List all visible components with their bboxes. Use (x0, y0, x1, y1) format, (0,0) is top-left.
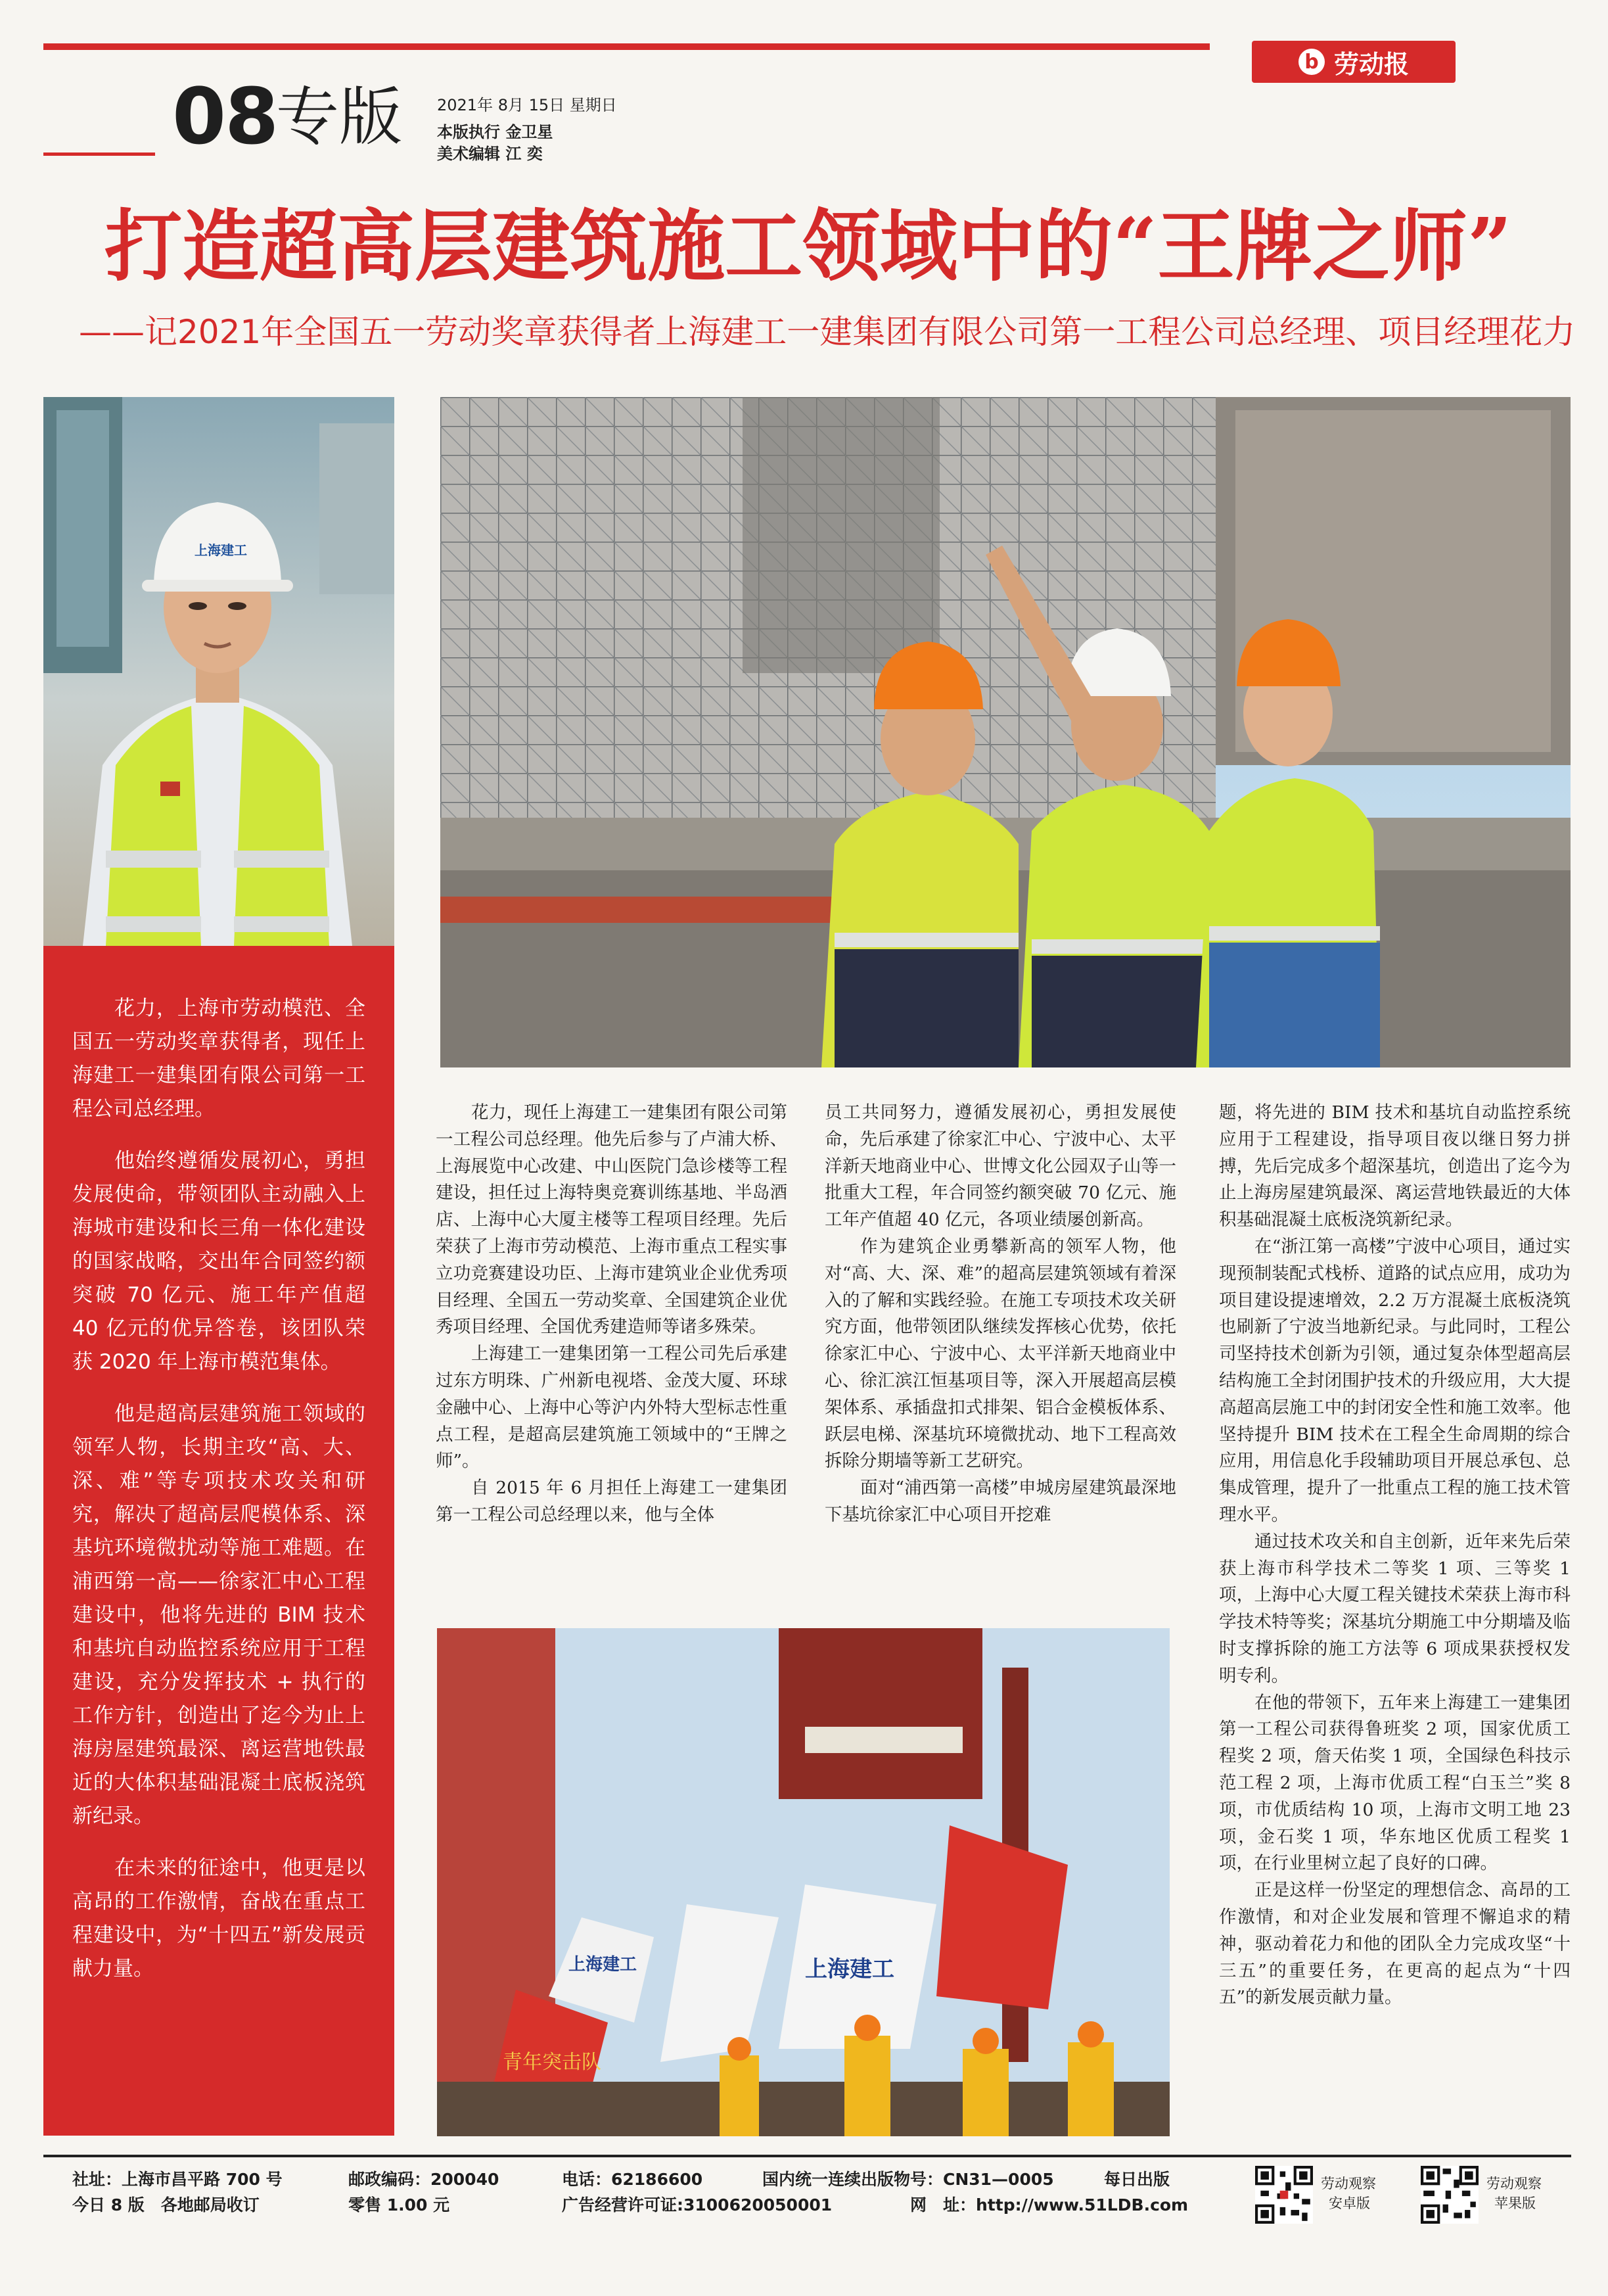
body-column-2 (825, 1100, 1176, 1529)
flag-text: 上海建工 (568, 1955, 637, 1975)
profile-sidebar (43, 946, 394, 2136)
body-paragraph: 员工共同努力，遵循发展初心，勇担发展使命，先后承建了徐家汇中心、宁波中心、太平洋新天地商业中心、世博文化公园双子山等一批重大工程，年合同签约额突破 70 亿元、施工年产值超 40 亿元，各项业绩屡创新高。 (825, 1102, 1176, 1230)
body-column-1 (436, 1100, 787, 1529)
body-paragraph: 正是这样一份坚定的理想信念、高昂的工作激情，和对企业发展和管理不懈追求的精神，驱动着花力和他的团队全力完成攻坚“十三五”的重要任务，在更高的起点为“十四五”的新发展贡献力量。 (1219, 1880, 1571, 2008)
qr-ios-label-1: 劳动观察 (1486, 2176, 1542, 2191)
body-paragraph: 上海建工一建集团第一工程公司先后承建过东方明珠、广州新电视塔、金茂大厦、环球金融中心、上海中心等沪内外特大型标志性重点工程，是超高层建筑施工领域中的“王牌之师”。 (436, 1344, 787, 1472)
art-editor: 美术编辑 江 奕 (437, 145, 543, 163)
sidebar-paragraph: 他是超高层建筑施工领域的领军人物，长期主攻“高、大、深、难”等专项技术攻关和研究，解决了超高层爬模体系、深基坑环境微扰动等施工难题。在浦西第一高——徐家汇中心工程建设中，他将先进的 BIM 技术和基坑自动监控系统应用于工程建设，充分发挥技术 + 执行的工作方针，创造出了迄今为止上海房屋建筑最深、离运营地铁最近的大体积基础混凝土底板浇筑新纪录。 (72, 1402, 365, 1828)
paper-name: 劳动报 (1333, 49, 1409, 79)
footer-price: 零售 1.00 元 (348, 2195, 450, 2214)
issue-date: 2021年 8月 15日 星期日 (437, 96, 617, 114)
qr-code-ios-icon[interactable] (1421, 2166, 1479, 2224)
sidebar-paragraph: 花力，上海市劳动模范、全国五一劳动奖章获得者，现任上海建工一建集团有限公司第一工程公司总经理。 (72, 996, 365, 1121)
qr-android-label-2: 安卓版 (1329, 2195, 1370, 2211)
body-paragraph: 作为建筑企业勇攀新高的领军人物，他对“高、大、深、难”的超高层建筑领域有着深入的了解和实践经验。在施工专项技术攻关研究方面，他带领团队继续发挥核心优势，依托徐家汇中心、宁波中心、太平洋新天地商业中心、徐汇滨江恒基项目等，深入开展超高层模架体系、承插盘扣式排架、铝合金模板体系、跃层电梯、深基坑环境微扰动、地下工程高效拆除分期墙等新工艺研究。 (825, 1236, 1176, 1472)
footer-postcode: 邮政编码：200040 (348, 2170, 499, 2189)
footer-ad-license: 广告经营许可证:3100620050001 (562, 2195, 833, 2214)
flag-text: 上海建工 (805, 1956, 894, 1982)
footer-issn: 国内统一连续出版物号：CN31—0005 (762, 2170, 1054, 2189)
qr-code-android-icon[interactable] (1255, 2166, 1313, 2224)
header-accent-line (43, 152, 155, 156)
main-photo (440, 397, 1571, 1067)
page-editor: 本版执行 金卫星 (437, 123, 553, 141)
footer-pages: 今日 8 版 各地邮局收订 (72, 2195, 260, 2214)
footer-website[interactable]: 网 址：http://www.51LDB.com (910, 2195, 1189, 2214)
body-paragraph: 在“浙江第一高楼”宁波中心项目，通过实现预制装配式栈桥、道路的试点应用，成功为项目建设提速增效，2.2 万方混凝土底板浇筑也刷新了宁波当地新纪录。与此同时，工程公司坚持技术创新为引领，通过复杂体型超高层结构施工全封闭围护技术的升级应用，大大提高超高层施工中的封闭安全性和施工效率。他坚持提升 BIM 技术在工程全生命周期的综合应用，用信息化手段辅助项目开展总承包、总集成管理，提升了一批重点工程的施工技术管理水平。 (1219, 1236, 1571, 1525)
body-paragraph: 自 2015 年 6 月担任上海建工一建集团第一工程公司总经理以来，他与全体 (436, 1478, 787, 1525)
body-paragraph: 题，将先进的 BIM 技术和基坑自动监控系统应用于工程建设，指导项目夜以继日努力拼搏，先后完成多个超深基坑，创造出了迄今为止上海房屋建筑最深、离运营地铁最近的大体积基础混凝土底板浇筑新纪录。 (1219, 1102, 1571, 1230)
article-headline: 打造超高层建筑施工领域中的“王牌之师” (104, 200, 1512, 292)
sidebar-paragraph: 他始终遵循发展初心，勇担发展使命，带领团队主动融入上海城市建设和长三角一体化建设的国家战略，交出年合同签约额突破 70 亿元、施工年产值超 40 亿元的优异答卷，该团队荣获 2020 年上海市模范集体。 (72, 1149, 365, 1374)
sidebar-paragraph: 在未来的征途中，他更是以高昂的工作激情，奋战在重点工程建设中，为“十四五”新发展贡献力量。 (72, 1856, 365, 1980)
paper-logo (1252, 41, 1456, 83)
logo-b-icon: b (1298, 49, 1325, 75)
ceremony-photo (437, 1628, 1170, 2136)
qr-android-label-1: 劳动观察 (1321, 2176, 1376, 2191)
footer-daily: 每日出版 (1104, 2170, 1170, 2189)
flag-text: 青年突击队 (503, 2051, 601, 2074)
helmet-logo-text: 上海建工 (195, 542, 247, 558)
portrait-photo (43, 397, 394, 946)
top-rule (43, 43, 1210, 50)
article-subheadline: ——记2021年全国五一劳动奖章获得者上海建工一建集团有限公司第一工程公司总经理、项目经理花力 (79, 313, 1576, 351)
footer-rule (43, 2155, 1571, 2157)
footer-address: 社址：上海市昌平路 700 号 (72, 2170, 283, 2189)
page-number: 08 (172, 71, 278, 162)
section-name: 专版 (276, 80, 402, 154)
body-paragraph: 在他的带领下，五年来上海建工一建集团第一工程公司获得鲁班奖 2 项，国家优质工程奖 2 项，詹天佑奖 1 项，全国绿色科技示范工程 2 项，上海市优质工程“白玉兰”奖 8 项，市优质结构 10 项，上海市文明工地 23 项，金石奖 1 项，华东地区优质工程奖 1 项，在行业里树立起了良好的口碑。 (1219, 1692, 1571, 1874)
qr-ios-label-2: 苹果版 (1494, 2195, 1536, 2211)
body-column-3 (1219, 1100, 1571, 2011)
footer-phone: 电话：62186600 (562, 2170, 703, 2189)
body-paragraph: 面对“浦西第一高楼”申城房屋建筑最深地下基坑徐家汇中心项目开挖难 (825, 1478, 1176, 1525)
body-paragraph: 通过技术攻关和自主创新，近年来先后荣获上海市科学技术二等奖 1 项、三等奖 1 项，上海中心大厦工程关键技术荣获上海市科学技术特等奖；深基坑分期施工中分期墙及临时支撑拆除的施工方法等 6 项成果获授权发明专利。 (1219, 1531, 1571, 1686)
body-paragraph: 花力，现任上海建工一建集团有限公司第一工程公司总经理。他先后参与了卢浦大桥、上海展览中心改建、中山医院门急诊楼等工程建设，担任过上海特奥竞赛训练基地、半岛酒店、上海中心大厦主楼等工程项目经理。先后荣获了上海市劳动模范、上海市重点工程实事立功竞赛建设功臣、上海市建筑业企业优秀项目经理、全国五一劳动奖章、全国建筑企业优秀项目经理、全国优秀建造师等诸多殊荣。 (436, 1102, 787, 1338)
